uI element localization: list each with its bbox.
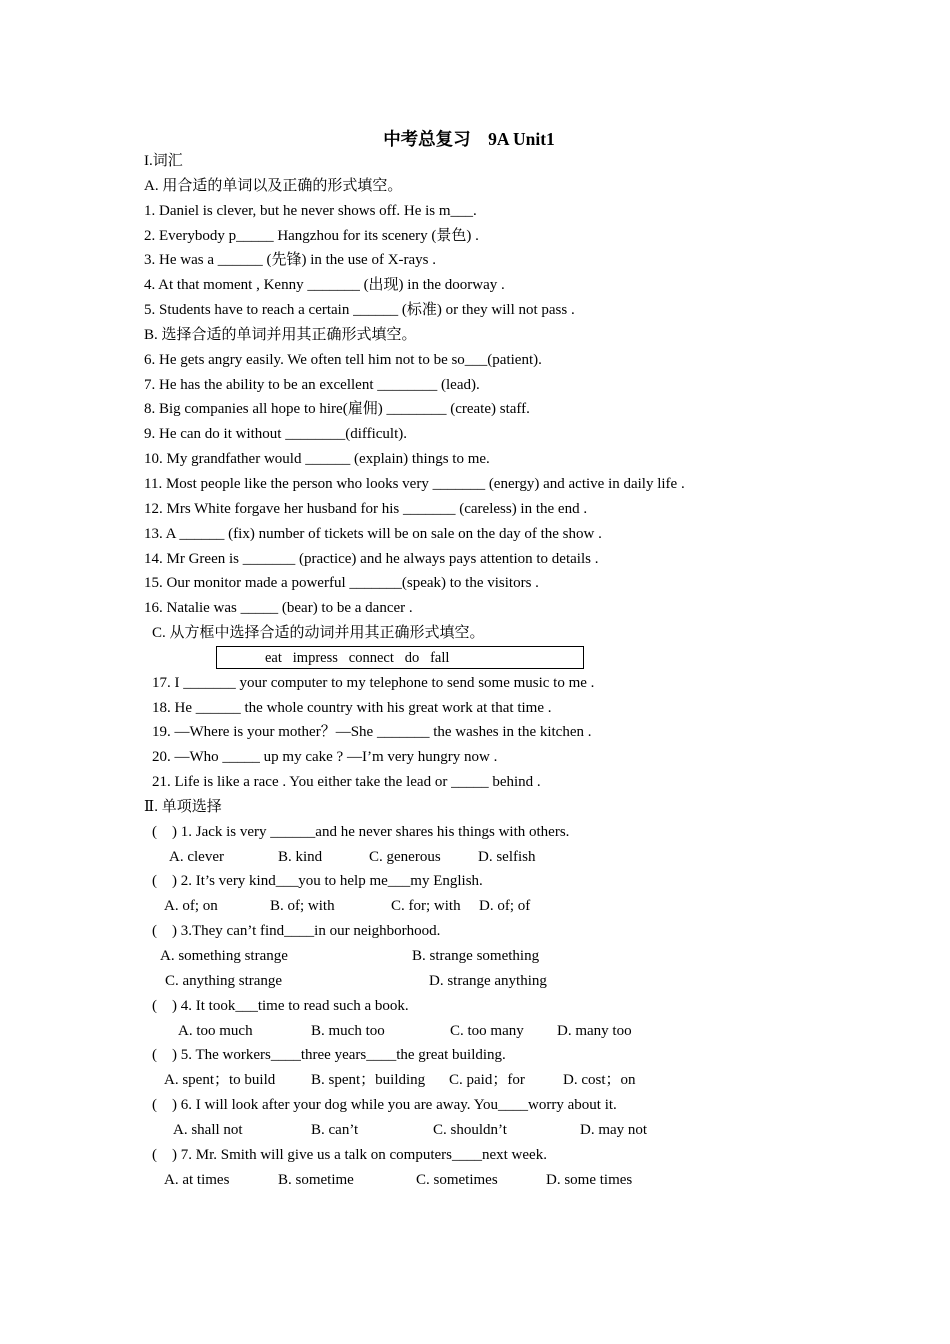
question-item: 18. He ______ the whole country with his great work at that time .	[152, 699, 552, 716]
question-item: 1. Daniel is clever, but he never shows off. He is m___.	[144, 202, 477, 219]
mc-option: B. kind	[278, 848, 323, 865]
word-box	[216, 646, 584, 669]
section-heading-vocabulary: I.词汇	[144, 153, 183, 169]
question-item: 9. He can do it without ________(difficult).	[144, 426, 408, 443]
mc-option: C. too many	[450, 1022, 524, 1039]
mc-option: A. something strange	[160, 948, 288, 964]
mc-option: C. anything strange	[165, 972, 283, 989]
mc-option: A. spent；to build	[164, 1072, 276, 1089]
question-item: 13. A ______ (fix) number of tickets will be on sale on the day of the show .	[144, 525, 602, 542]
mc-options	[144, 1068, 864, 1093]
question-item: 2. Everybody p_____ Hangzhou for its scenery (景色) .	[144, 227, 479, 244]
question-item: 12. Mrs White forgave her husband for his _______ (careless) in the end .	[144, 500, 588, 517]
word-box-row	[144, 646, 864, 671]
mc-option: A. of; on	[164, 898, 218, 915]
mc-question-stem: ( ) 3.They can’t find____in our neighborhood.	[152, 923, 441, 940]
mc-question-stem: ( ) 4. It took___time to read such a book.	[152, 997, 409, 1014]
part-a-instruction: A. 用合适的单词以及正确的形式填空。	[144, 177, 403, 194]
part-c-instruction: C. 从方框中选择合适的动词并用其正确形式填空。	[152, 625, 485, 642]
mc-option: A. at times	[164, 1171, 230, 1188]
mc-options	[144, 944, 864, 969]
mc-option: D. cost；on	[563, 1072, 636, 1089]
mc-option: D. selfish	[478, 848, 536, 865]
question-item: 19. —Where is your mother？—She _______ the washes in the kitchen .	[152, 724, 592, 741]
part-b-instruction: B. 选择合适的单词并用其正确形式填空。	[144, 326, 417, 343]
question-item: 20. —Who _____ up my cake ? —I’m very hungry now .	[152, 749, 498, 766]
mc-option: B. sometime	[278, 1171, 354, 1188]
question-item: 21. Life is like a race . You either take the lead or _____ behind .	[152, 774, 541, 791]
mc-option: C. generous	[369, 848, 441, 865]
question-item: 11. Most people like the person who looks very _______ (energy) and active in daily life .	[144, 475, 685, 492]
mc-option: A. too much	[178, 1022, 253, 1039]
mc-options	[144, 1019, 864, 1044]
question-item: 4. At that moment , Kenny _______ (出现) in the doorway .	[144, 277, 505, 294]
question-item: 6. He gets angry easily. We often tell him not to be so___(patient).	[144, 351, 542, 368]
mc-option: B. much too	[311, 1022, 385, 1039]
question-item: 5. Students have to reach a certain ______ (标准) or they will not pass .	[144, 302, 575, 319]
question-item: 10. My grandfather would ______ (explain) things to me.	[144, 451, 490, 468]
mc-options	[144, 894, 864, 919]
mc-option: B. spent；building	[311, 1072, 426, 1089]
mc-options	[144, 1118, 864, 1143]
mc-options	[144, 969, 864, 994]
question-item: 15. Our monitor made a powerful _______(speak) to the visitors .	[144, 575, 539, 592]
mc-option: D. strange anything	[429, 972, 547, 989]
mc-option: D. may not	[580, 1121, 648, 1138]
mc-options	[144, 1168, 864, 1193]
question-item: 17. I _______ your computer to my telephone to send some music to me .	[152, 674, 595, 691]
mc-option: C. sometimes	[416, 1171, 498, 1188]
question-item: 7. He has the ability to be an excellent ________ (lead).	[144, 376, 480, 393]
mc-option: C. paid；for	[449, 1072, 525, 1089]
mc-option: A. clever	[169, 848, 224, 865]
mc-question-stem: ( ) 1. Jack is very ______and he never shares his things with others.	[152, 823, 570, 840]
mc-question-stem: ( ) 7. Mr. Smith will give us a talk on computers____next week.	[152, 1146, 547, 1163]
worksheet-body	[144, 149, 864, 1192]
section-heading-multiple-choice: Ⅱ. 单项选择	[144, 798, 222, 815]
mc-question-stem: ( ) 6. I will look after your dog while you are away. You____worry about it.	[152, 1097, 617, 1114]
mc-question-stem: ( ) 5. The workers____three years____the great building.	[152, 1047, 506, 1064]
page-title: 中考总复习 9A Unit1	[383, 129, 555, 149]
question-item: 8. Big companies all hope to hire(雇佣) ________ (create) staff.	[144, 401, 530, 418]
mc-option: B. can’t	[311, 1121, 359, 1138]
mc-option: D. some times	[546, 1171, 633, 1188]
mc-option: A. shall not	[173, 1121, 243, 1138]
mc-option: D. of; of	[479, 898, 531, 915]
mc-question-stem: ( ) 2. It’s very kind___you to help me___my English.	[152, 873, 483, 890]
mc-option: C. for; with	[391, 898, 461, 915]
mc-option: C. shouldn’t	[433, 1121, 507, 1138]
question-item: 16. Natalie was _____ (bear) to be a dancer .	[144, 600, 413, 617]
question-item: 3. He was a ______ (先锋) in the use of X-rays .	[144, 252, 437, 269]
mc-options	[144, 845, 864, 870]
mc-option: B. of; with	[270, 898, 335, 915]
question-item: 14. Mr Green is _______ (practice) and he always pays attention to details .	[144, 550, 599, 567]
word-box-words: eat impress connect do fall	[265, 649, 450, 666]
mc-option: D. many too	[557, 1022, 632, 1039]
mc-option: B. strange something	[412, 948, 540, 964]
